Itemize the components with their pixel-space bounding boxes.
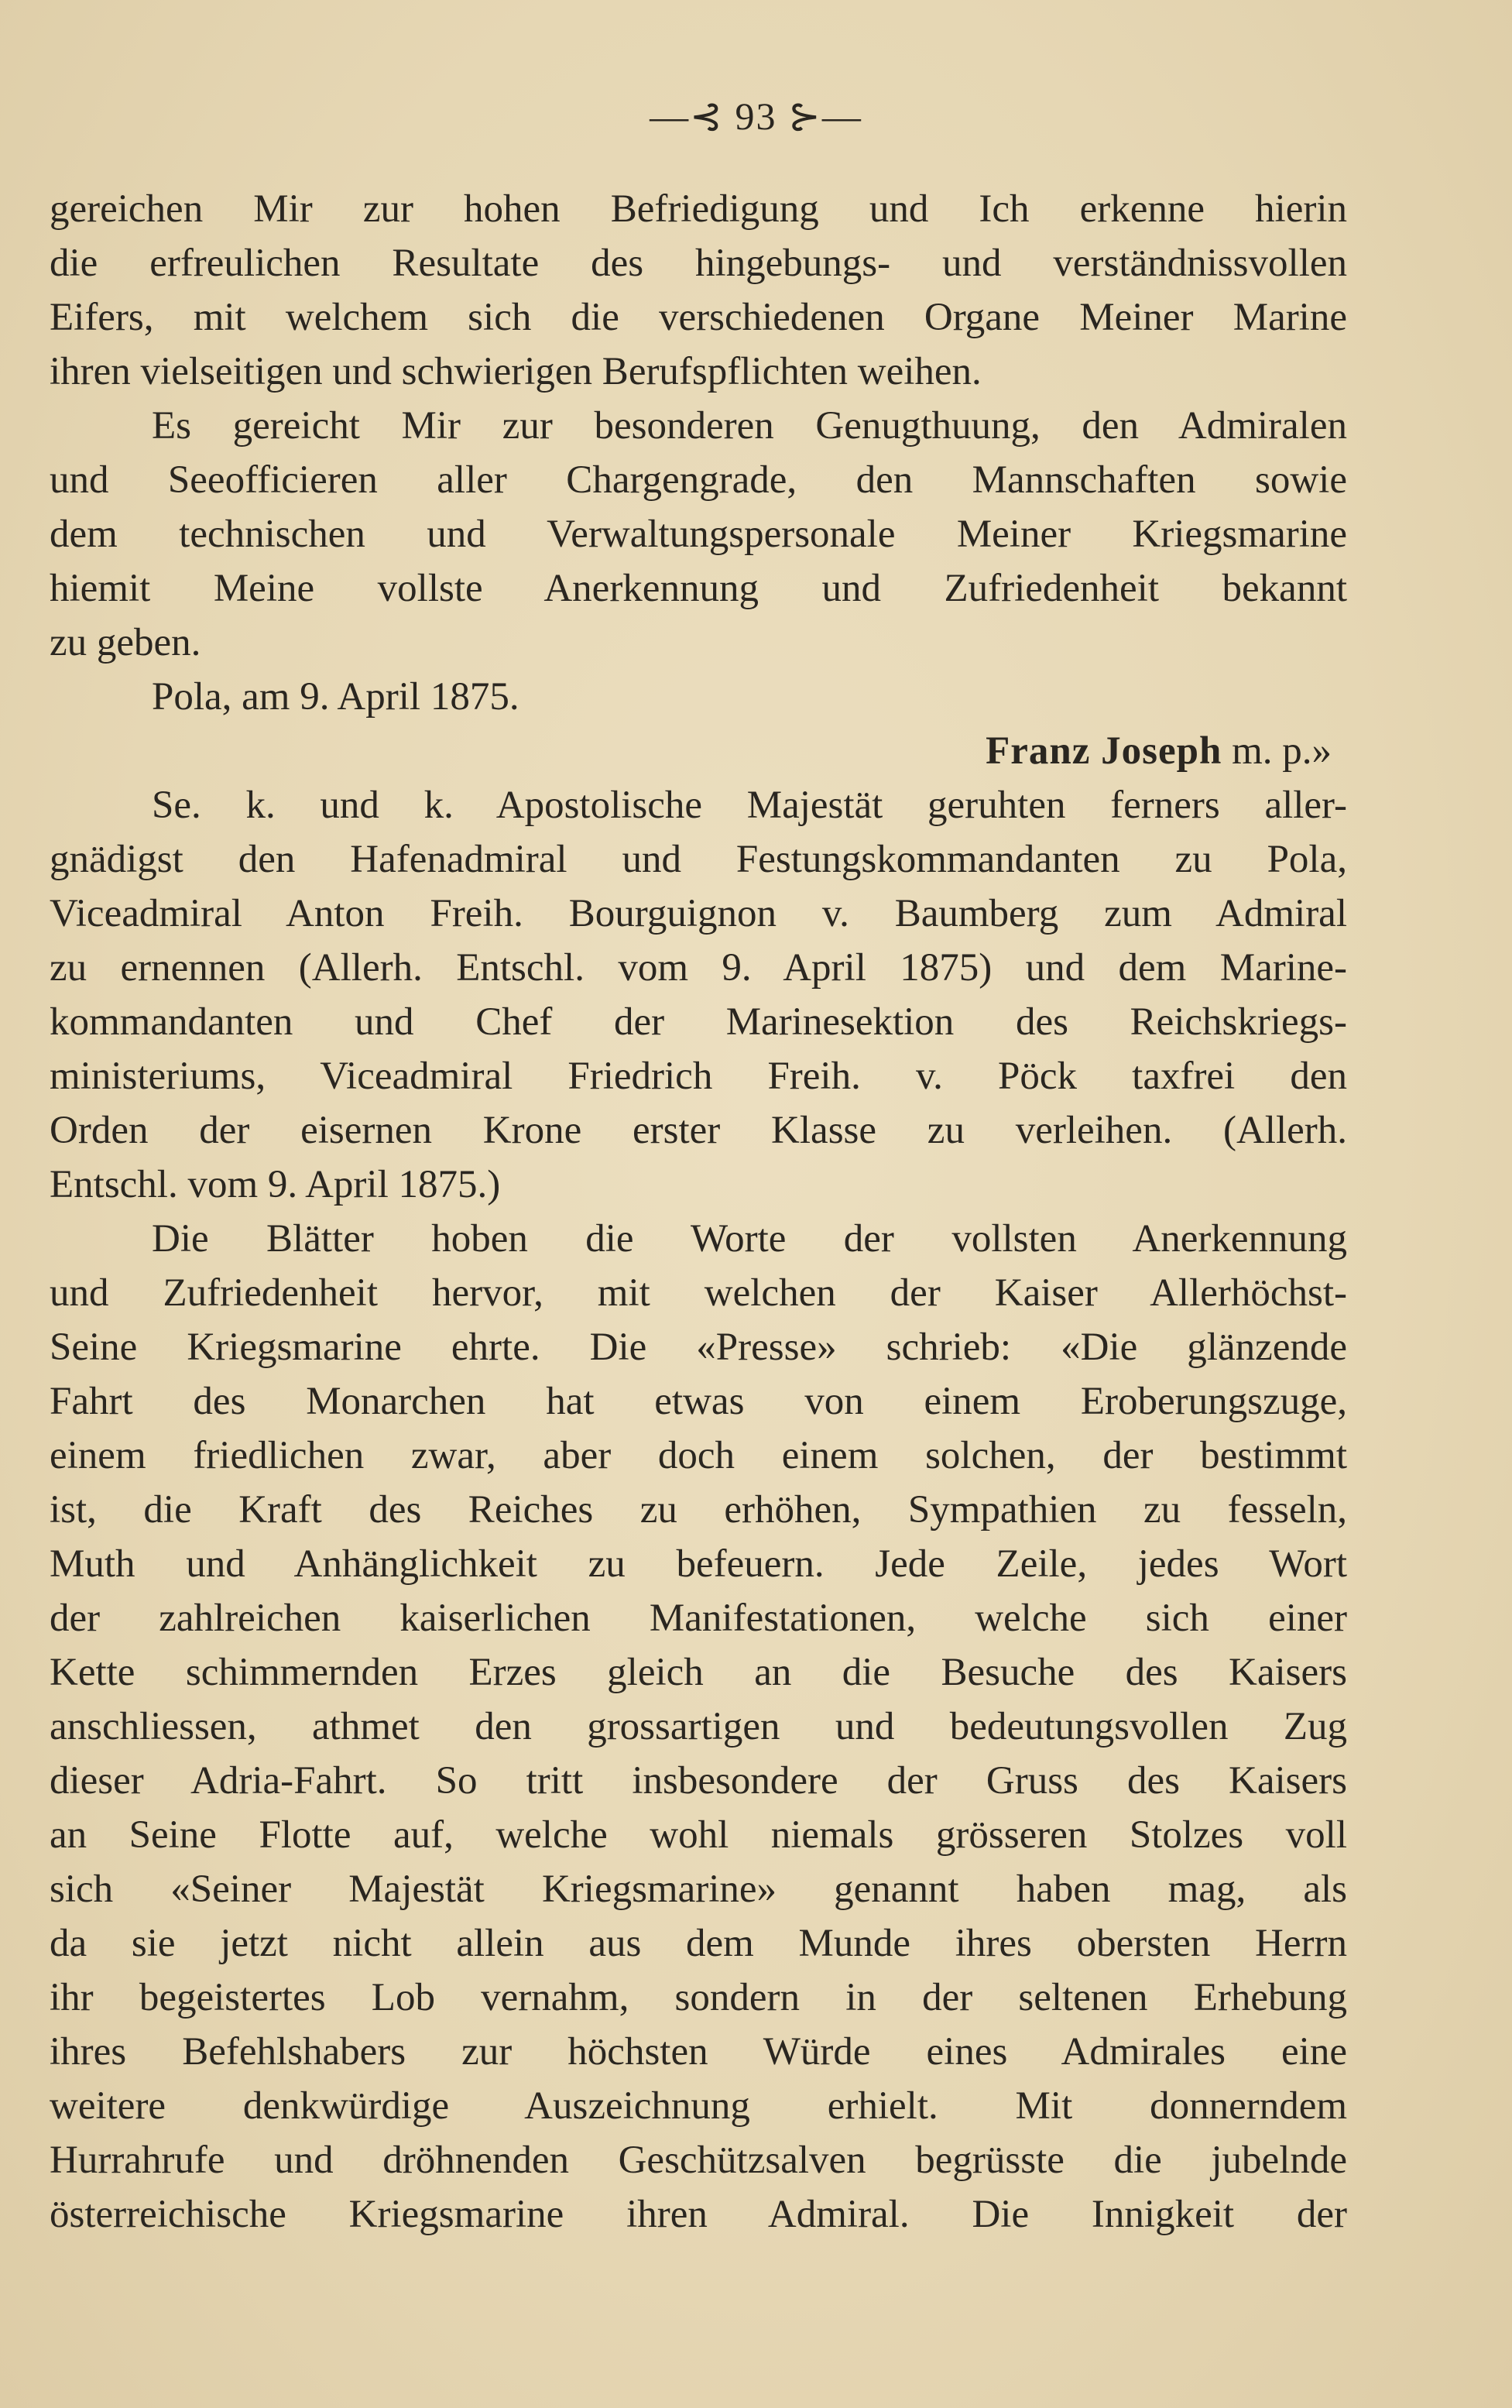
text-line: kommandanten und Chef der Marinesektion des Reichskriegs- bbox=[50, 1000, 1347, 1044]
text-line: Eifers, mit welchem sich die verschiedenen Organe Meiner Marine bbox=[50, 296, 1347, 339]
text-line: dieser Adria-Fahrt. So tritt insbesondere der Gruss des Kaisers bbox=[50, 1759, 1347, 1803]
text-line: Hurrahrufe und dröhnenden Geschützsalven begrüsste die jubelnde bbox=[50, 2139, 1347, 2182]
text-line: zu ernennen (Allerh. Entschl. vom 9. April 1875) und dem Marine- bbox=[50, 946, 1347, 990]
text-line: ihres Befehlshabers zur höchsten Würde eines Admirales eine bbox=[50, 2030, 1347, 2074]
text-line: Fahrt des Monarchen hat etwas von einem Eroberungszuge, bbox=[50, 1380, 1347, 1423]
signature-suffix: m. p.» bbox=[1222, 729, 1332, 773]
text-line: anschliessen, athmet den grossartigen und bedeutungsvollen Zug bbox=[50, 1705, 1347, 1748]
text-line: österreichische Kriegsmarine ihren Admiral. Die Innigkeit der bbox=[50, 2193, 1347, 2236]
text-line: und Zufriedenheit hervor, mit welchen der Kaiser Allerhöchst- bbox=[50, 1271, 1347, 1315]
text-line: ist, die Kraft des Reiches zu erhöhen, Sympathien zu fesseln, bbox=[50, 1488, 1347, 1532]
text-line: gnädigst den Hafenadmiral und Festungskommandanten zu Pola, bbox=[50, 838, 1347, 881]
text-line: die erfreulichen Resultate des hingebungs- und verständnissvollen bbox=[50, 242, 1347, 285]
text-line: Muth und Anhänglichkeit zu befeuern. Jede Zeile, jedes Wort bbox=[50, 1542, 1347, 1586]
text-line: sich «Seiner Majestät Kriegsmarine» genannt haben mag, als bbox=[50, 1868, 1347, 1911]
paragraph-start-line: Die Blätter hoben die Worte der vollsten Anerkennung bbox=[152, 1217, 1347, 1261]
text-line: einem friedlichen zwar, aber doch einem solchen, der bestimmt bbox=[50, 1434, 1347, 1477]
text-line: hiemit Meine vollste Anerkennung und Zufriedenheit bekannt bbox=[50, 567, 1347, 610]
text-line: Viceadmiral Anton Freih. Bourguignon v. Baumberg zum Admiral bbox=[50, 892, 1347, 935]
text-line: da sie jetzt nicht allein aus dem Munde ihres obersten Herrn bbox=[50, 1922, 1347, 1965]
text-line: ihr begeistertes Lob vernahm, sondern in der seltenen Erhebung bbox=[50, 1976, 1347, 2019]
paragraph-start-line: Se. k. und k. Apostolische Majestät geruhten ferners aller- bbox=[152, 784, 1347, 827]
text-line: Kette schimmernden Erzes gleich an die Besuche des Kaisers bbox=[50, 1651, 1347, 1694]
page-number-header: —⊰ 93 ⊱— bbox=[650, 94, 862, 138]
text-line: ministeriums, Viceadmiral Friedrich Freih. v. Pöck taxfrei den bbox=[50, 1055, 1347, 1098]
signature-name: Franz Joseph bbox=[986, 729, 1222, 773]
date-line: Pola, am 9. April 1875. bbox=[152, 675, 519, 719]
text-line: weitere denkwürdige Auszeichnung erhielt. Mit donnerndem bbox=[50, 2084, 1347, 2128]
text-line: der zahlreichen kaiserlichen Manifestationen, welche sich einer bbox=[50, 1597, 1347, 1640]
signature-line bbox=[50, 724, 1347, 778]
text-line: zu geben. bbox=[50, 621, 201, 664]
text-line: ihren vielseitigen und schwierigen Berufspflichten weihen. bbox=[50, 350, 982, 393]
text-line: an Seine Flotte auf, welche wohl niemals grösseren Stolzes voll bbox=[50, 1813, 1347, 1857]
paragraph-start-line: Es gereicht Mir zur besonderen Genugthuung, den Admiralen bbox=[152, 404, 1347, 448]
text-line: Seine Kriegsmarine ehrte. Die «Presse» schrieb: «Die glänzende bbox=[50, 1326, 1347, 1369]
text-line: und Seeofficieren aller Chargengrade, den Mannschaften sowie bbox=[50, 458, 1347, 502]
text-line: Orden der eisernen Krone erster Klasse zu verleihen. (Allerh. bbox=[50, 1109, 1347, 1152]
body-text bbox=[50, 182, 1347, 2242]
text-line: dem technischen und Verwaltungspersonale Meiner Kriegsmarine bbox=[50, 513, 1347, 556]
text-line: gereichen Mir zur hohen Befriedigung und Ich erkenne hierin bbox=[50, 187, 1347, 231]
text-line: Entschl. vom 9. April 1875.) bbox=[50, 1163, 501, 1206]
